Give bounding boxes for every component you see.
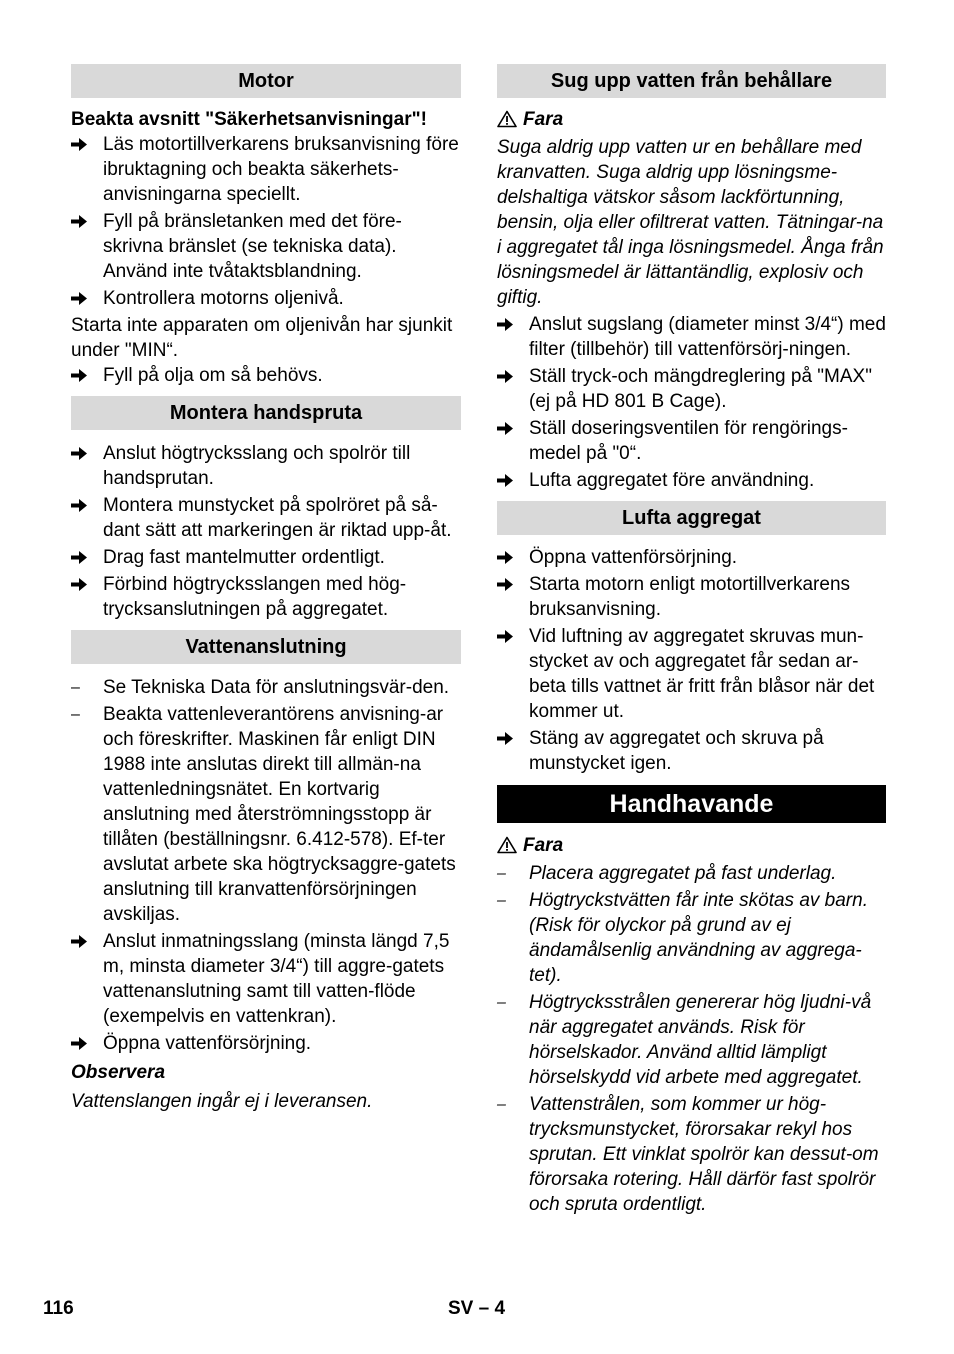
warning-triangle-icon <box>497 836 517 854</box>
left-column <box>71 64 461 1114</box>
list-item: Öppna vattenförsörjning. <box>71 1031 461 1056</box>
list-item: Förbind högtrycksslangen med hög-trycksanslutningen på aggregatet. <box>71 572 461 622</box>
oil-level-paragraph: Starta inte apparaten om oljenivån har sjunkit under "MIN“. <box>71 315 453 361</box>
list-item: Öppna vattenförsörjning. <box>497 545 886 570</box>
list-item: Vid luftning av aggregatet skruvas mun-stycket av och aggregatet får sedan ar-beta tills vattnet är fritt från blåsor när det kommer ut. <box>497 624 886 724</box>
list-item: Kontrollera motorns oljenivå. <box>71 286 461 311</box>
list-item: Starta motorn enligt motortillverkarens bruksanvisning. <box>497 572 886 622</box>
heading-montera-handspruta: Montera handspruta <box>71 396 461 430</box>
list-item-continuation: Använd inte tvåtaktsblandning. <box>103 261 362 282</box>
note-title: Observera <box>71 1062 166 1083</box>
list-item: Stäng av aggregatet och skruva på munstycket igen. <box>497 726 886 776</box>
list-item: Fyll på bränsletanken med det före-skrivna bränslet (se tekniska data). <box>71 209 461 259</box>
arrow-right-icon <box>71 493 93 513</box>
list-item: Anslut inmatningsslang (minsta längd 7,5 m, minsta diameter 3/4“) till aggre-gatets vattenanslutning samt till vatten-flöde (exempelvis en vattenkran). <box>71 929 461 1029</box>
list-item: Läs motortillverkarens bruksanvisning före ibruktagning och beakta säkerhets-anvisningarna speciellt. <box>71 132 461 207</box>
arrow-right-icon <box>71 441 93 461</box>
danger-text: Suga aldrig upp vatten ur en behållare med kranvatten. Suga aldrig upp lösningsme-delshaltiga vätskor såsom lackförtunning, bensin, olja eller ofiltrerat vatten. Tätningar-na i aggregatet tål inga lösningsmedel. Ånga från lösningsmedel är lättantändlig, explosiv och giftig. <box>497 137 884 308</box>
arrow-right-icon <box>497 572 519 592</box>
heading-motor: Motor <box>71 64 461 98</box>
dash-list-item: – Placera aggregatet på fast underlag. <box>497 863 837 884</box>
page-number: 116 <box>43 1298 74 1319</box>
section-label: SV – 4 <box>448 1298 506 1319</box>
dash-list-item: – Högtrycksstrålen genererar hög ljudni-vå när aggregatet används. Risk för hörselskador. Använd alltid lämpligt hörselskydd vid arbete med aggregatet. <box>497 992 872 1088</box>
heading-lufta-aggregat: Lufta aggregat <box>497 501 886 535</box>
dash-marker: – <box>497 1096 506 1113</box>
list-item: Fyll på olja om så behövs. <box>71 363 461 388</box>
dash-list-item: – Se Tekniska Data för anslutningsvär-den. <box>71 677 450 698</box>
right-column <box>497 64 886 1219</box>
danger-label: Fara <box>497 833 886 858</box>
arrow-right-icon <box>71 286 93 306</box>
heading-vattenanslutning: Vattenanslutning <box>71 630 461 664</box>
arrow-right-icon <box>71 1031 93 1051</box>
list-item: Anslut högtrycksslang och spolrör till handsprutan. <box>71 441 461 491</box>
arrow-right-icon <box>71 132 93 152</box>
dash-marker: – <box>497 865 506 882</box>
dash-marker: – <box>497 892 506 909</box>
dash-list-item: – Vattenstrålen, som kommer ur hög-trycksmunstycket, förorsakar rekyl hos sprutan. Ett vinklat spolrör kan dessut-om förorsaka rotering. Håll därför fast spolrör och spruta ordentligt. <box>497 1094 879 1215</box>
dash-marker: – <box>71 706 80 723</box>
arrow-right-icon <box>497 416 519 436</box>
list-item: Montera munstycket på spolröret på så-dant sätt att markeringen är riktad upp-åt. <box>71 493 461 543</box>
heading-handhavande: Handhavande <box>497 785 886 823</box>
note-text: Vattenslangen ingår ej i leveransen. <box>71 1091 373 1112</box>
warning-triangle-icon <box>497 110 517 128</box>
arrow-right-icon <box>71 572 93 592</box>
arrow-right-icon <box>71 209 93 229</box>
dash-list-item: – Högtryckstvätten får inte skötas av barn. (Risk för olyckor på grund av ej ändamålsenlig användning av aggrega-tet). <box>497 890 868 986</box>
arrow-right-icon <box>497 726 519 746</box>
list-item: Anslut sugslang (diameter minst 3/4“) med filter (tillbehör) till vattenförsörj-ningen. <box>497 312 886 362</box>
arrow-right-icon <box>71 363 93 383</box>
dash-marker: – <box>71 679 80 696</box>
arrow-right-icon <box>71 929 93 949</box>
arrow-right-icon <box>71 545 93 565</box>
arrow-right-icon <box>497 312 519 332</box>
arrow-right-icon <box>497 364 519 384</box>
dash-list-item: – Beakta vattenleverantörens anvisning-ar och föreskrifter. Maskinen får enligt DIN 1988 inte anslutas direkt till allmän-na vattenledningsnätet. En kortvarig anslutning med återströmningsstopp är tillåten (beställningsnr. 6.412-578). Ef-ter avslutat arbete ska högtrycksaggre-gatets anslutning till kranvattenförsörjningen avskiljas. <box>71 704 456 925</box>
heading-sug-upp-vatten: Sug upp vatten från behållare <box>497 64 886 98</box>
arrow-right-icon <box>497 468 519 488</box>
arrow-right-icon <box>497 545 519 565</box>
list-item: Ställ doseringsventilen för rengörings-medel på "0“. <box>497 416 886 466</box>
danger-label: Fara <box>497 107 886 132</box>
list-item: Ställ tryck-och mängdreglering på "MAX" (ej på HD 801 B Cage). <box>497 364 886 414</box>
dash-marker: – <box>497 994 506 1011</box>
list-item: Lufta aggregatet före användning. <box>497 468 886 493</box>
list-item: Drag fast mantelmutter ordentligt. <box>71 545 461 570</box>
safety-note: Beakta avsnitt "Säkerhetsanvisningar"! <box>71 109 427 130</box>
arrow-right-icon <box>497 624 519 644</box>
